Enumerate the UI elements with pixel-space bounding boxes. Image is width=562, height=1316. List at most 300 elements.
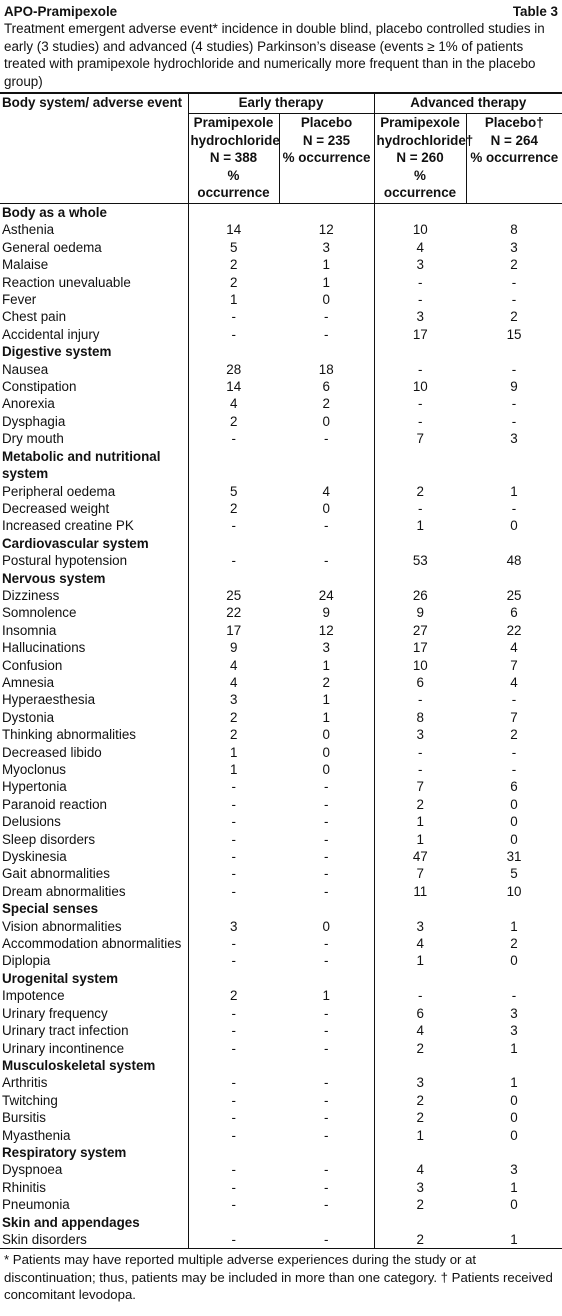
occurrence-value: 2 [322, 674, 330, 690]
adverse-event-label: Sleep disorders [2, 831, 96, 847]
occurrence-value: 1 [510, 1040, 518, 1056]
occurrence-value: 3 [322, 640, 330, 656]
table-row [0, 587, 562, 604]
occurrence-value: 0 [510, 1197, 518, 1213]
table-row [0, 865, 562, 882]
occurrence-value: - [188, 1040, 279, 1057]
occurrence-value: 1 [322, 257, 330, 273]
occurrence-value: 3 [510, 431, 518, 447]
adverse-event-label: Decreased libido [2, 744, 102, 760]
occurrence-value: 0 [510, 518, 518, 534]
occurrence-value: 24 [318, 587, 334, 603]
adverse-event-label: Dyspnoea [2, 1162, 63, 1178]
table-row [0, 691, 562, 708]
occurrence-value: 47 [374, 848, 466, 865]
column-header-early-placebo [279, 114, 374, 204]
adverse-event-label: Hypertonia [2, 779, 67, 795]
adverse-event-label: Diplopia [2, 953, 51, 969]
occurrence-value: 3 [374, 256, 466, 273]
occurrence-value: - [324, 849, 329, 865]
occurrence-value: - [374, 987, 466, 1004]
occurrence-value: 0 [510, 1110, 518, 1126]
occurrence-value: - [188, 848, 279, 865]
occurrence-value: 4 [322, 483, 330, 499]
occurrence-value: 2 [510, 727, 518, 743]
adverse-event-label: Urinary frequency [2, 1005, 108, 1021]
section-row [0, 1057, 562, 1074]
table-row [0, 848, 562, 865]
adverse-event-label: Urinary tract infection [2, 1023, 129, 1039]
occurrence-value: 12 [318, 222, 334, 238]
occurrence-value: 1 [322, 692, 330, 708]
occurrence-value: 17 [374, 326, 466, 343]
occurrence-value: 1 [374, 813, 466, 830]
section-title: Digestive system [2, 344, 112, 360]
table-row [0, 1005, 562, 1022]
occurrence-value: 10 [374, 657, 466, 674]
occurrence-value: - [324, 1092, 329, 1108]
occurrence-value: 3 [374, 918, 466, 935]
occurrence-value: 2 [374, 796, 466, 813]
column-header-line: Placebo [300, 115, 353, 131]
occurrence-value: 7 [510, 709, 518, 725]
occurrence-value: 1 [322, 709, 330, 725]
table-row [0, 483, 562, 500]
table-row [0, 517, 562, 534]
adverse-event-label: Hallucinations [2, 640, 86, 656]
occurrence-value: 2 [322, 396, 330, 412]
occurrence-value: - [188, 1179, 279, 1196]
table-row [0, 291, 562, 308]
table-row [0, 274, 562, 291]
occurrence-value: 4 [374, 935, 466, 952]
column-header-line: Pramipexole [193, 115, 274, 131]
occurrence-value: 15 [506, 326, 522, 342]
table-row [0, 378, 562, 395]
table-row [0, 1040, 562, 1057]
occurrence-value: 1 [322, 274, 330, 290]
occurrence-value: 1 [374, 952, 466, 969]
table-row [0, 935, 562, 952]
document-header [0, 0, 562, 20]
section-row [0, 1214, 562, 1231]
occurrence-value: 3 [188, 918, 279, 935]
occurrence-value: 10 [374, 378, 466, 395]
occurrence-value: - [511, 361, 517, 377]
table-row [0, 1179, 562, 1196]
occurrence-value: - [188, 865, 279, 882]
occurrence-value: 4 [188, 657, 279, 674]
occurrence-value: 11 [374, 883, 466, 900]
occurrence-value: - [188, 1196, 279, 1213]
table-row [0, 239, 562, 256]
adverse-event-label: Amnesia [2, 674, 55, 690]
occurrence-value: - [324, 831, 329, 847]
occurrence-value: 1 [466, 1231, 562, 1249]
table-row [0, 952, 562, 969]
occurrence-value: 0 [510, 814, 518, 830]
adverse-event-label: Nausea [2, 361, 49, 377]
occurrence-value: - [324, 1040, 329, 1056]
table-row [0, 831, 562, 848]
occurrence-value: 6 [374, 1005, 466, 1022]
adverse-event-label: Myoclonus [2, 762, 67, 777]
occurrence-value: 4 [374, 1022, 466, 1039]
column-header-line: hydrochloride [190, 132, 280, 148]
column-header-line: Placebo† [484, 115, 544, 131]
occurrence-value: 9 [510, 379, 518, 395]
adverse-event-label: Anorexia [2, 396, 55, 412]
table-row [0, 796, 562, 813]
table-row [0, 308, 562, 325]
table-row [0, 552, 562, 569]
adverse-event-label: Twitching [2, 1092, 58, 1108]
adverse-event-label: Dysphagia [2, 413, 66, 429]
adverse-event-label: Dyskinesia [2, 849, 67, 865]
section-row [0, 535, 562, 552]
adverse-event-label: Bursitis [2, 1110, 46, 1126]
table-footnote: * Patients may have reported multiple adverse experiences during the study or at discontinuation; thus, patients may be included in more than one category. † Patients received concomitant levodopa. [4, 1252, 553, 1303]
occurrence-value: 10 [374, 221, 466, 238]
occurrence-value: 3 [374, 1179, 466, 1196]
occurrence-value: 9 [374, 604, 466, 621]
occurrence-value: - [324, 883, 329, 899]
occurrence-value: 22 [188, 604, 279, 621]
occurrence-value: - [511, 762, 517, 777]
occurrence-value: 3 [322, 239, 330, 255]
occurrence-value: - [188, 813, 279, 830]
occurrence-value: 14 [188, 378, 279, 395]
table-row [0, 778, 562, 795]
occurrence-value: - [324, 1023, 329, 1039]
occurrence-value: - [324, 518, 329, 534]
occurrence-value: - [324, 1197, 329, 1213]
section-row [0, 1144, 562, 1161]
occurrence-value: - [374, 291, 466, 308]
section-title: Special senses [2, 901, 99, 917]
adverse-event-label: Dystonia [2, 709, 55, 725]
table-row [0, 761, 562, 778]
occurrence-value: 2 [510, 257, 518, 273]
occurrence-value: 3 [510, 1023, 518, 1039]
occurrence-value: 22 [506, 622, 522, 638]
table-row [0, 709, 562, 726]
occurrence-value: - [188, 1005, 279, 1022]
section-title: Body as a whole [2, 205, 107, 220]
adverse-event-label: Peripheral oedema [2, 483, 116, 499]
occurrence-value: - [324, 309, 329, 325]
occurrence-value: 2 [510, 309, 518, 325]
occurrence-value: 2 [188, 500, 279, 517]
occurrence-value: - [188, 1161, 279, 1178]
occurrence-value: - [374, 274, 466, 291]
section-row [0, 343, 562, 360]
occurrence-value: 26 [374, 587, 466, 604]
occurrence-value: 17 [188, 622, 279, 639]
occurrence-value: 1 [374, 517, 466, 534]
occurrence-value: 2 [374, 1092, 466, 1109]
adverse-event-label: Constipation [2, 379, 77, 395]
occurrence-value: - [324, 936, 329, 952]
occurrence-value: - [374, 413, 466, 430]
column-header-line: % occurrence [470, 150, 559, 166]
occurrence-value: 7 [374, 778, 466, 795]
occurrence-value: - [374, 361, 466, 378]
occurrence-value: 9 [188, 639, 279, 656]
occurrence-value: - [188, 778, 279, 795]
section-title: Nervous system [2, 570, 106, 586]
occurrence-value: 1 [510, 1179, 518, 1195]
occurrence-value: 17 [374, 639, 466, 656]
section-title: Respiratory system [2, 1144, 127, 1160]
occurrence-value: 2 [374, 1109, 466, 1126]
adverse-event-label: Asthenia [2, 222, 55, 238]
section-title: Metabolic and nutritional system [2, 448, 161, 482]
occurrence-value: 6 [510, 779, 518, 795]
adverse-events-table [0, 92, 562, 1249]
occurrence-value: - [188, 883, 279, 900]
occurrence-value: 8 [374, 709, 466, 726]
occurrence-value: - [511, 744, 517, 760]
occurrence-value: - [374, 761, 466, 778]
table-row [0, 1074, 562, 1091]
occurrence-value: - [511, 500, 517, 516]
occurrence-value: 8 [510, 222, 518, 238]
column-header-line: % occurrence [282, 150, 371, 166]
occurrence-value: - [374, 395, 466, 412]
adverse-event-label: Accommodation abnormalities [2, 936, 182, 952]
occurrence-value: 1 [374, 1127, 466, 1144]
adverse-event-label: Chest pain [2, 309, 67, 325]
occurrence-value: 10 [506, 883, 522, 899]
occurrence-value: 2 [188, 274, 279, 291]
adverse-event-label: Malaise [2, 257, 49, 273]
occurrence-value: - [374, 744, 466, 761]
table-row [0, 361, 562, 378]
adverse-event-label: Increased creatine PK [2, 518, 134, 534]
occurrence-value: - [188, 1231, 279, 1249]
occurrence-value: 28 [188, 361, 279, 378]
occurrence-value: - [511, 396, 517, 412]
occurrence-value: 0 [322, 413, 330, 429]
adverse-event-label: Reaction unevaluable [2, 274, 131, 290]
table-row [0, 604, 562, 621]
table-row [0, 1161, 562, 1178]
occurrence-value: - [374, 691, 466, 708]
occurrence-value: 3 [188, 691, 279, 708]
occurrence-value: - [188, 952, 279, 969]
section-row [0, 900, 562, 917]
occurrence-value: - [324, 796, 329, 812]
occurrence-value: - [324, 1005, 329, 1021]
occurrence-value: - [188, 430, 279, 447]
adverse-event-label: Dizziness [2, 587, 60, 603]
occurrence-value: - [511, 988, 517, 1004]
table-row [0, 221, 562, 238]
occurrence-value: - [511, 292, 517, 308]
table-row [0, 1196, 562, 1213]
adverse-event-label: Urinary incontinence [2, 1040, 125, 1056]
adverse-event-label: Myasthenia [2, 1127, 71, 1143]
table-row [0, 395, 562, 412]
occurrence-value: 5 [510, 866, 518, 882]
column-header-line: N = 388 [209, 150, 258, 166]
occurrence-value: 7 [374, 430, 466, 447]
occurrence-value: - [324, 553, 329, 569]
table-row [0, 726, 562, 743]
occurrence-value: 0 [322, 762, 330, 777]
occurrence-value: - [324, 1179, 329, 1195]
occurrence-value: 1 [188, 761, 279, 778]
occurrence-value: 3 [374, 308, 466, 325]
column-header-line: % occurrence [383, 167, 457, 201]
occurrence-value: 0 [510, 953, 518, 969]
column-header-early-pramipexole [188, 114, 279, 204]
adverse-event-label: Accidental injury [2, 326, 100, 342]
occurrence-value: - [374, 500, 466, 517]
occurrence-value: 0 [510, 1127, 518, 1143]
occurrence-value: - [324, 1075, 329, 1091]
adverse-event-label: Paranoid reaction [2, 796, 107, 812]
occurrence-value: 0 [510, 1092, 518, 1108]
table-row [0, 1109, 562, 1126]
table-row [0, 813, 562, 830]
adverse-event-label: Confusion [2, 657, 63, 673]
adverse-event-label: Pneumonia [2, 1197, 70, 1213]
adverse-event-label: Dream abnormalities [2, 883, 126, 899]
section-row [0, 570, 562, 587]
adverse-event-label: Impotence [2, 988, 65, 1004]
occurrence-value: 25 [188, 587, 279, 604]
occurrence-value: 0 [322, 500, 330, 516]
table-row [0, 1022, 562, 1039]
adverse-event-label: Postural hypotension [2, 553, 128, 569]
occurrence-value: 2 [374, 1040, 466, 1057]
section-title: Musculoskeletal system [2, 1057, 156, 1073]
occurrence-value: - [279, 1231, 374, 1249]
adverse-event-label: Skin disorders [0, 1231, 188, 1249]
occurrence-value: 4 [188, 395, 279, 412]
occurrence-value: 2 [374, 1231, 466, 1249]
adverse-event-label: Rhinitis [2, 1179, 46, 1195]
occurrence-value: 0 [510, 796, 518, 812]
table-row [0, 622, 562, 639]
occurrence-value: 6 [374, 674, 466, 691]
occurrence-value: 7 [510, 657, 518, 673]
occurrence-value: 1 [510, 483, 518, 499]
column-header-advanced-placebo [466, 114, 562, 204]
occurrence-value: - [188, 796, 279, 813]
occurrence-value: 4 [188, 674, 279, 691]
occurrence-value: - [324, 814, 329, 830]
occurrence-value: 2 [188, 709, 279, 726]
occurrence-value: 0 [322, 292, 330, 308]
occurrence-value: 1 [188, 744, 279, 761]
occurrence-value: - [324, 779, 329, 795]
adverse-event-label: Thinking abnormalities [2, 727, 136, 743]
adverse-event-label: Hyperaesthesia [2, 692, 96, 708]
occurrence-value: 9 [322, 605, 330, 621]
occurrence-value: 0 [322, 727, 330, 743]
adverse-event-label: Delusions [2, 814, 61, 830]
occurrence-value: - [324, 326, 329, 342]
occurrence-value: 0 [322, 744, 330, 760]
occurrence-value: 3 [510, 1005, 518, 1021]
table-row [0, 987, 562, 1004]
section-title: Skin and appendages [2, 1214, 140, 1230]
occurrence-value: - [324, 1110, 329, 1126]
adverse-event-label: Fever [2, 292, 37, 308]
occurrence-value: - [324, 953, 329, 969]
occurrence-value: 48 [506, 553, 522, 569]
table-row [0, 918, 562, 935]
section-title: Urogenital system [2, 970, 119, 986]
occurrence-value: 7 [374, 865, 466, 882]
section-row [0, 448, 562, 483]
occurrence-value: - [188, 517, 279, 534]
occurrence-value: - [511, 413, 517, 429]
group-header-advanced-therapy: Advanced therapy [374, 93, 562, 114]
adverse-event-label: Dry mouth [2, 431, 64, 447]
document-title: APO-Pramipexole [4, 4, 118, 19]
occurrence-value: 12 [318, 622, 334, 638]
adverse-event-label: Somnolence [2, 605, 77, 621]
occurrence-value: - [511, 274, 517, 290]
table-row [0, 883, 562, 900]
table-caption: Treatment emergent adverse event* incidence in double blind, placebo controlled studies in early (3 studies) and advanced (4 studies) Parkinson’s disease (events ≥ 1% of patients treated with pramipexole hydrochloride and numerically more frequent than in the placebo group) [4, 21, 545, 89]
occurrence-value: 1 [188, 291, 279, 308]
column-header-line: % occurrence [197, 167, 270, 201]
group-header-early-therapy: Early therapy [188, 93, 374, 114]
occurrence-value: - [188, 1109, 279, 1126]
column-header-line: N = 260 [396, 150, 444, 166]
table-row [0, 1127, 562, 1144]
occurrence-value: 4 [510, 640, 518, 656]
occurrence-value: - [324, 866, 329, 882]
occurrence-value: 25 [506, 587, 522, 603]
occurrence-value: 2 [188, 256, 279, 273]
occurrence-value: 4 [510, 674, 518, 690]
section-title: Cardiovascular system [2, 535, 149, 551]
occurrence-value: 1 [510, 918, 518, 934]
occurrence-value: 1 [322, 988, 330, 1004]
adverse-event-label: Decreased weight [2, 500, 110, 516]
occurrence-value: 1 [374, 831, 466, 848]
occurrence-value: 0 [322, 918, 330, 934]
table-row [0, 674, 562, 691]
occurrence-value: - [324, 431, 329, 447]
occurrence-value: - [511, 692, 517, 708]
table-row [0, 1231, 562, 1249]
occurrence-value: 3 [374, 726, 466, 743]
occurrence-value: 2 [188, 987, 279, 1004]
section-row [0, 204, 562, 222]
occurrence-value: - [188, 1074, 279, 1091]
occurrence-value: 6 [322, 379, 330, 395]
occurrence-value: 53 [374, 552, 466, 569]
adverse-event-label: General oedema [2, 239, 102, 255]
occurrence-value: 4 [374, 239, 466, 256]
occurrence-value: - [188, 831, 279, 848]
table-row [0, 1092, 562, 1109]
occurrence-value: 2 [188, 413, 279, 430]
occurrence-value: 2 [374, 1196, 466, 1213]
table-row [0, 657, 562, 674]
occurrence-value: 3 [510, 239, 518, 255]
adverse-event-label: Vision abnormalities [2, 918, 122, 934]
occurrence-value: 31 [506, 849, 522, 865]
table-row [0, 500, 562, 517]
